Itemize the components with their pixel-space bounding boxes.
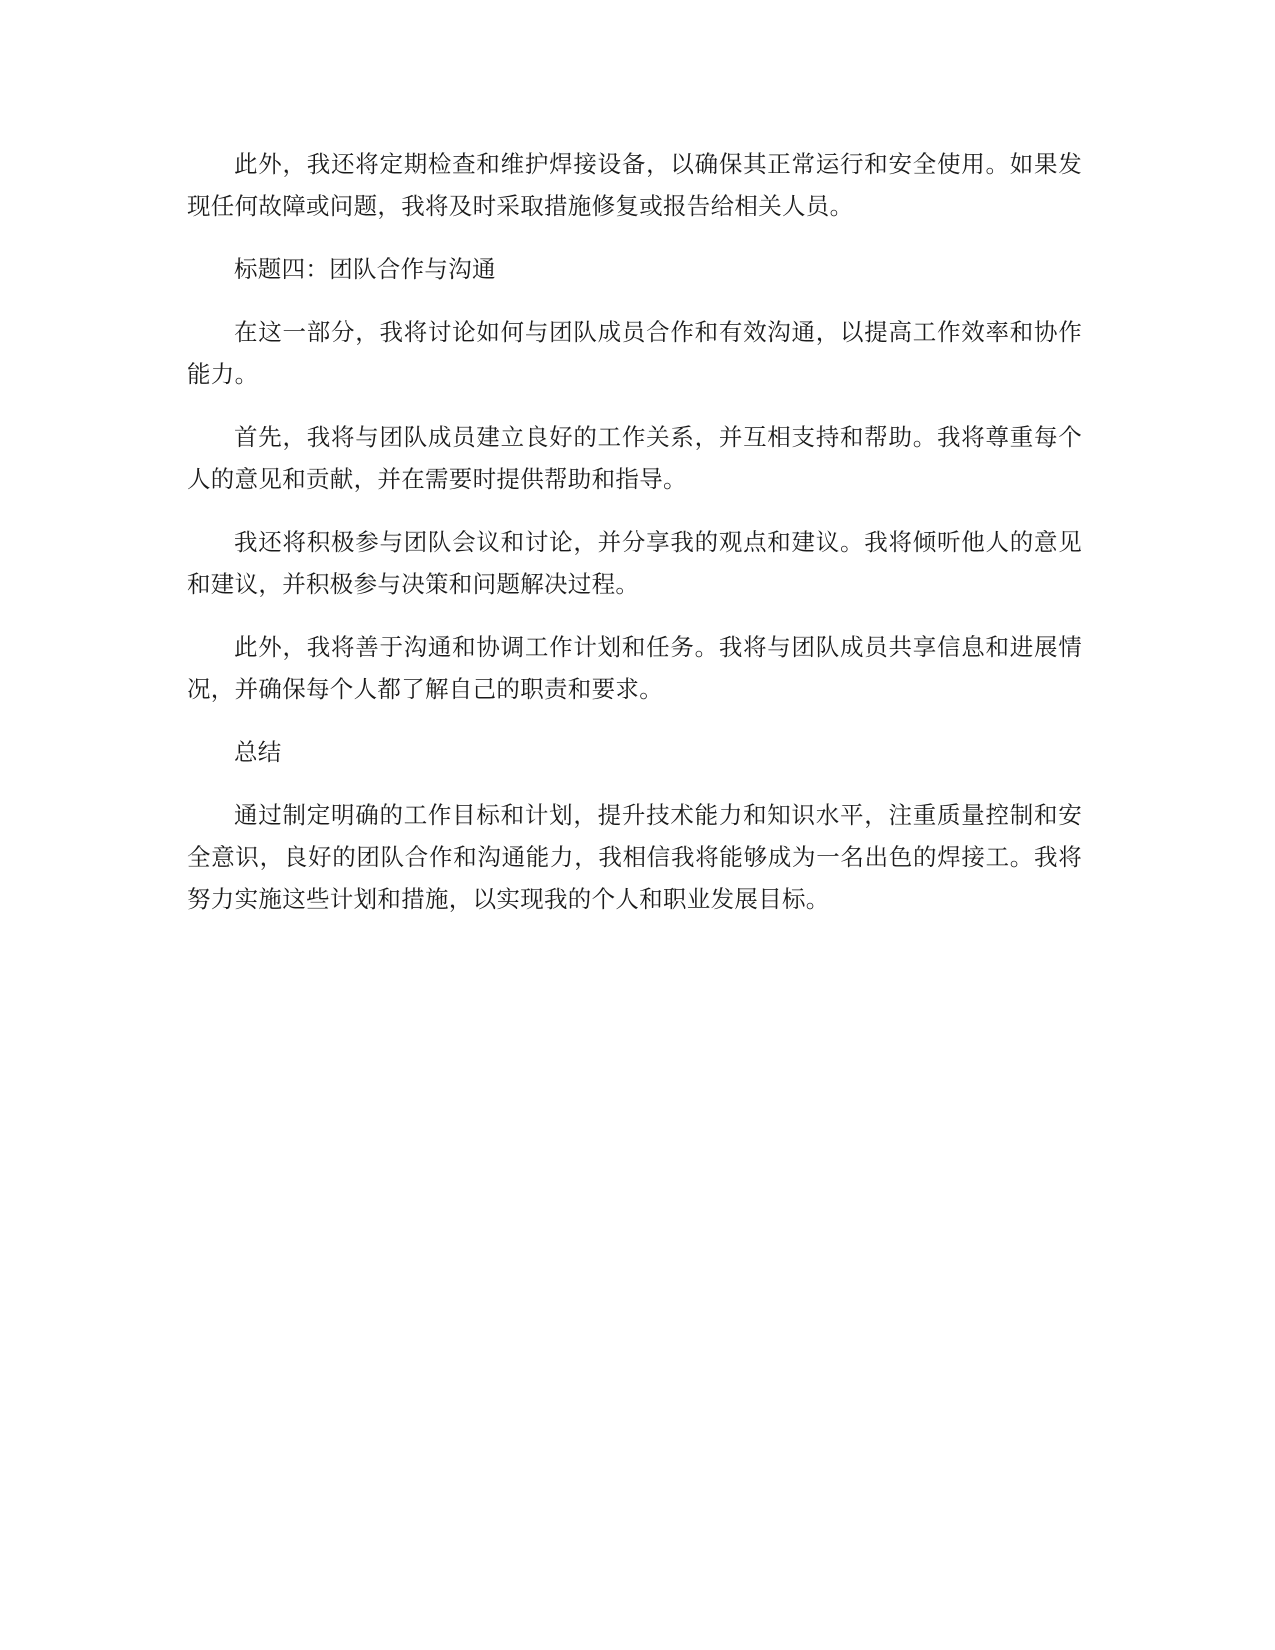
paragraph-coordination: 此外，我将善于沟通和协调工作计划和任务。我将与团队成员共享信息和进展情况，并确保每个人都了解自己的职责和要求。	[187, 633, 1082, 703]
document-body	[187, 143, 1082, 941]
paragraph-summary: 通过制定明确的工作目标和计划，提升技术能力和知识水平，注重质量控制和安全意识，良好的团队合作和沟通能力，我相信我将能够成为一名出色的焊接工。我将努力实施这些计划和措施，以实现我的个人和职业发展目标。	[187, 801, 1082, 913]
paragraph-team-meetings: 我还将积极参与团队会议和讨论，并分享我的观点和建议。我将倾听他人的意见和建议，并积极参与决策和问题解决过程。	[187, 528, 1082, 598]
paragraph-working-relationships: 首先，我将与团队成员建立良好的工作关系，并互相支持和帮助。我将尊重每个人的意见和贡献，并在需要时提供帮助和指导。	[187, 423, 1082, 493]
paragraph-equipment-maintenance: 此外，我还将定期检查和维护焊接设备，以确保其正常运行和安全使用。如果发现任何故障或问题，我将及时采取措施修复或报告给相关人员。	[187, 150, 1082, 220]
section-heading-summary: 总结	[234, 738, 282, 766]
section-heading-teamwork: 标题四：团队合作与沟通	[234, 255, 496, 283]
paragraph-teamwork-intro: 在这一部分，我将讨论如何与团队成员合作和有效沟通，以提高工作效率和协作能力。	[187, 318, 1082, 388]
